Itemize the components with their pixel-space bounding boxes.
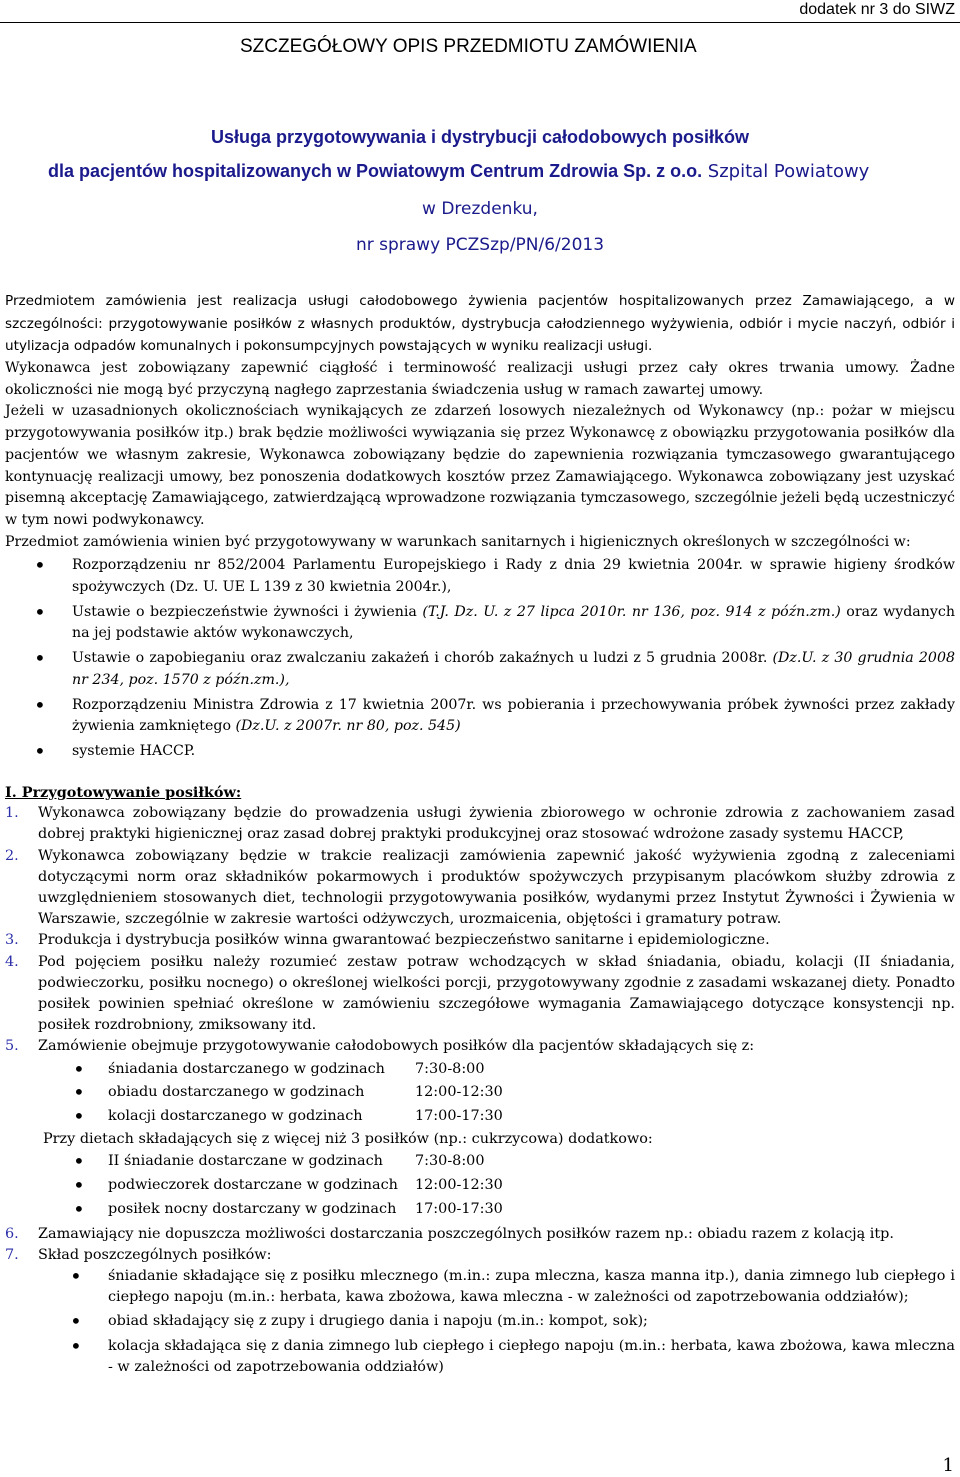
subject-line-2-bold: dla pacjentów hospitalizowanych w Powiatowym Centrum Zdrowia Sp. z o.o. bbox=[48, 161, 703, 181]
intro-paragraph: Przedmiotem zamówienia jest realizacja usługi całodobowego żywienia pacjentów hospitalizowanych przez Zamawiającego, a w szczególności: przygotowywanie posiłków z własnych produktów, dystrybucja całodziennego wyżywienia, odbiór i mycie naczyń, odbiór i utylizacja odpadów komunalnych i pokonsumpcyjnych powstających w wyniku realizacji usługi. bbox=[5, 293, 955, 354]
meal-name: posiłek nocny dostarczany w godzinach bbox=[108, 1200, 397, 1217]
meal-name: obiadu dostarczanego w godzinach bbox=[108, 1084, 365, 1101]
subject-line-1: Usługa przygotowywania i dystrybucji całodobowych posiłków bbox=[210, 127, 750, 147]
page-number: 1 bbox=[942, 1454, 954, 1476]
meal-row bbox=[5, 1150, 955, 1174]
meal-name: II śniadanie dostarczane w godzinach bbox=[108, 1153, 383, 1170]
subject-line-3: w Drezdenku, bbox=[422, 199, 538, 219]
item-number: 3. bbox=[5, 932, 19, 949]
section-heading: I. Przygotowywanie posiłków: bbox=[5, 784, 242, 801]
document-title: SZCZEGÓŁOWY OPIS PRZEDMIOTU ZAMÓWIENIA bbox=[240, 36, 697, 57]
paragraph-contingency: Jeżeli w uzasadnionych okolicznościach wynikających ze zdarzeń losowych niezależnych od Wykonawcy (np.: pożar w miejscu przygotowywania posiłków itp.) brak będzie możliwości wywiązania się przez Wykonawcę z obowiązku przygotowania posiłków dla pacjentów we własnym zakresie, Wykonawca zobowiązany będzie do zapewnienia rozwiązania tymczasowego gwarantującego kontynuację realizacji umowy, bez ponoszenia dodatkowych kosztów przez Zamawiającego. Wykonawca zobowiązany jest uzyskać pisemną akceptację Zamawiającego, zatwierdzającą wprowadzone rozwiązania tymczasowego, szczególnie jeżeli będą uczestniczyć w tym nowi podwykonawcy. bbox=[5, 403, 955, 528]
composition-list bbox=[5, 1266, 955, 1378]
item-text: Skład poszczególnych posiłków: bbox=[38, 1246, 272, 1263]
meal-row bbox=[5, 1081, 955, 1105]
bullet-icon: • bbox=[73, 1056, 85, 1081]
regulation-text: Ustawie o zapobieganiu oraz zwalczaniu zakażeń i chorób zakaźnych u ludzi z 5 grudnia 2008r. bbox=[72, 650, 773, 667]
subject-line-2-rest: Szpital Powiatowy bbox=[702, 161, 870, 182]
bullet-icon: • bbox=[73, 1196, 85, 1221]
meal-row bbox=[5, 1174, 955, 1198]
regulation-text: Rozporządzeniu Ministra Zdrowia z 17 kwietnia 2007r. ws pobierania i przechowywania próbek żywności przez zakłady żywienia zamkniętego bbox=[72, 696, 955, 735]
composition-text: obiad składający się z zupy i drugiego dania i napoju (m.in.: kompot, sok); bbox=[108, 1313, 648, 1330]
regulation-item bbox=[5, 741, 955, 763]
paragraph-conditions: Przedmiot zamówienia winien być przygotowywany w warunkach sanitarnych i higienicznych określonych w szczególności w: bbox=[5, 533, 911, 550]
case-number: nr sprawy PCZSzp/PN/6/2013 bbox=[355, 235, 605, 255]
numbered-item bbox=[5, 1036, 955, 1057]
paragraph-continuity: Wykonawca jest zobowiązany zapewnić ciągłość i terminowość realizacji usługi przez cały okres trwania umowy. Żadne okoliczności nie mogą być przyczyną nagłego zaprzestania świadczenia usług w ramach zawartej umowy. bbox=[5, 360, 955, 398]
numbered-item bbox=[5, 1245, 955, 1266]
meal-hours: 7:30-8:00 bbox=[415, 1060, 485, 1077]
meal-name: podwieczorek dostarczane w godzinach bbox=[108, 1177, 398, 1194]
regulation-item bbox=[5, 555, 955, 598]
regulation-text: Ustawie o bezpieczeństwie żywności i żywienia bbox=[72, 603, 423, 620]
meal-name: śniadania dostarczanego w godzinach bbox=[108, 1060, 385, 1077]
regulation-citation: (Dz.U. z 30 grudnia 2008 nr 234, poz. 1570 z późn.zm.), bbox=[72, 650, 955, 688]
bullet-icon: • bbox=[73, 1173, 85, 1198]
bullet-icon: • bbox=[73, 1080, 85, 1105]
item-number: 5. bbox=[5, 1038, 19, 1055]
item-number: 7. bbox=[5, 1246, 19, 1263]
meal-row bbox=[5, 1058, 955, 1082]
composition-item bbox=[41, 1336, 955, 1378]
extra-meal-schedule bbox=[5, 1150, 955, 1221]
numbered-item bbox=[5, 930, 955, 951]
meal-row bbox=[5, 1198, 955, 1222]
composition-text: kolacja składająca się z dania zimnego lub ciepłego i ciepłego napoju (m.in.: herbata, kawa zbożowa, kawa mleczna - w zależności od zapotrzebowania oddziałów) bbox=[108, 1337, 955, 1375]
regulation-item bbox=[5, 648, 955, 691]
regulation-tail: oraz wydanych na jej podstawie aktów wykonawczych, bbox=[72, 603, 956, 642]
item-number: 2. bbox=[5, 847, 19, 864]
meal-hours: 17:00-17:30 bbox=[415, 1108, 503, 1125]
composition-item bbox=[41, 1266, 955, 1308]
item-text: Zamówienie obejmuje przygotowywanie całodobowych posiłków dla pacjentów składających się z: bbox=[38, 1038, 755, 1055]
meal-name: kolacji dostarczanego w godzinach bbox=[108, 1108, 363, 1125]
meal-hours: 12:00-12:30 bbox=[415, 1177, 503, 1194]
regulation-item bbox=[5, 602, 955, 645]
subject-line-2 bbox=[48, 162, 869, 181]
item-number: 4. bbox=[5, 953, 19, 970]
attachment-label: dodatek nr 3 do SIWZ bbox=[799, 1, 955, 18]
header-rule bbox=[0, 22, 960, 23]
regulation-item bbox=[5, 695, 955, 738]
regulation-text: Rozporządzeniu nr 852/2004 Parlamentu Europejskiego i Rady z dnia 29 kwietnia 2004r. w sprawie higieny środków spożywczych (Dz. U. UE L 139 z 30 kwietnia 2004r.), bbox=[72, 557, 955, 596]
item-text: Wykonawca zobowiązany będzie do prowadzenia usługi żywienia zbiorowego w ochronie zdrowia z zachowaniem zasad dobrej praktyki higienicznej oraz zasad dobrej praktyki produkcyjnej oraz stosować wdrożone zasady systemu HACCP, bbox=[38, 805, 955, 843]
item-number: 6. bbox=[5, 1225, 19, 1242]
item-text: Wykonawca zobowiązany będzie w trakcie realizacji zamówienia zapewnić jakość wyżywienia zgodną z zaleceniami dotyczącymi norm oraz składników pokarmowych i produktów spożywczych przypisanym placówkom służby zdrowia z uwzględnieniem stosowanych diet, technologii przygotowywania posiłków, wydanymi przez Instytut Żywności i Żywienia w Warszawie, szczególnie w zakresie wartości odżywczych, urozmaicenia, objętości i gramatury potraw. bbox=[38, 847, 955, 928]
item-text: Zamawiający nie dopuszcza możliwości dostarczania poszczególnych posiłków razem np.: obiadu razem z kolacją itp. bbox=[38, 1225, 894, 1242]
bullet-icon: • bbox=[73, 1104, 85, 1129]
numbered-item bbox=[5, 952, 955, 1037]
body-text bbox=[5, 358, 955, 763]
regulation-text: systemie HACCP. bbox=[72, 742, 196, 759]
item-number: 1. bbox=[5, 805, 19, 822]
item-text: Produkcja i dystrybucja posiłków winna gwarantować bezpieczeństwo sanitarne i epidemiologiczne. bbox=[38, 932, 770, 949]
diet-intro: Przy dietach składających się z więcej niż 3 posiłków (np.: cukrzycowa) dodatkowo: bbox=[43, 1131, 653, 1148]
meal-schedule bbox=[5, 1058, 955, 1129]
composition-text: śniadanie składające się z posiłku mlecznego (m.in.: zupa mleczna, kasza manna itp.), dania zimnego lub ciepłego i ciepłego napoju (m.in.: herbata, kawa zbożowa, kawa mleczna - w zależności od zapotrzebowania oddziałów); bbox=[108, 1268, 955, 1306]
section-preparation bbox=[5, 782, 955, 1378]
regulations-list bbox=[5, 555, 955, 762]
meal-hours: 12:00-12:30 bbox=[415, 1084, 503, 1101]
numbered-item bbox=[5, 803, 955, 845]
numbered-item bbox=[5, 1224, 955, 1245]
regulation-citation: (Dz.U. z 2007r. nr 80, poz. 545) bbox=[235, 718, 461, 735]
meal-hours: 17:00-17:30 bbox=[415, 1200, 503, 1217]
regulation-citation: (T.J. Dz. U. z 27 lipca 2010r. nr 136, poz. 914 z późn.zm.) bbox=[422, 603, 841, 620]
meal-row bbox=[5, 1105, 955, 1129]
composition-item bbox=[41, 1311, 955, 1332]
item-text: Pod pojęciem posiłku należy rozumieć zestaw potraw wchodzących w skład śniadania, obiadu, kolacji (II śniadania, podwieczorku, posiłku nocnego) o określonej wielkości porcji, przygotowywany zgodnie z zasadami wskazanej diety. Ponadto posiłek powinien spełniać określone w zamówieniu szczegółowe wymagania Zamawiającego dotyczące konsystencji np. posiłek rozdrobniony, zmiksowany itd. bbox=[38, 953, 955, 1034]
numbered-item bbox=[5, 846, 955, 931]
meal-hours: 7:30-8:00 bbox=[415, 1153, 485, 1170]
bullet-icon: • bbox=[73, 1149, 85, 1174]
